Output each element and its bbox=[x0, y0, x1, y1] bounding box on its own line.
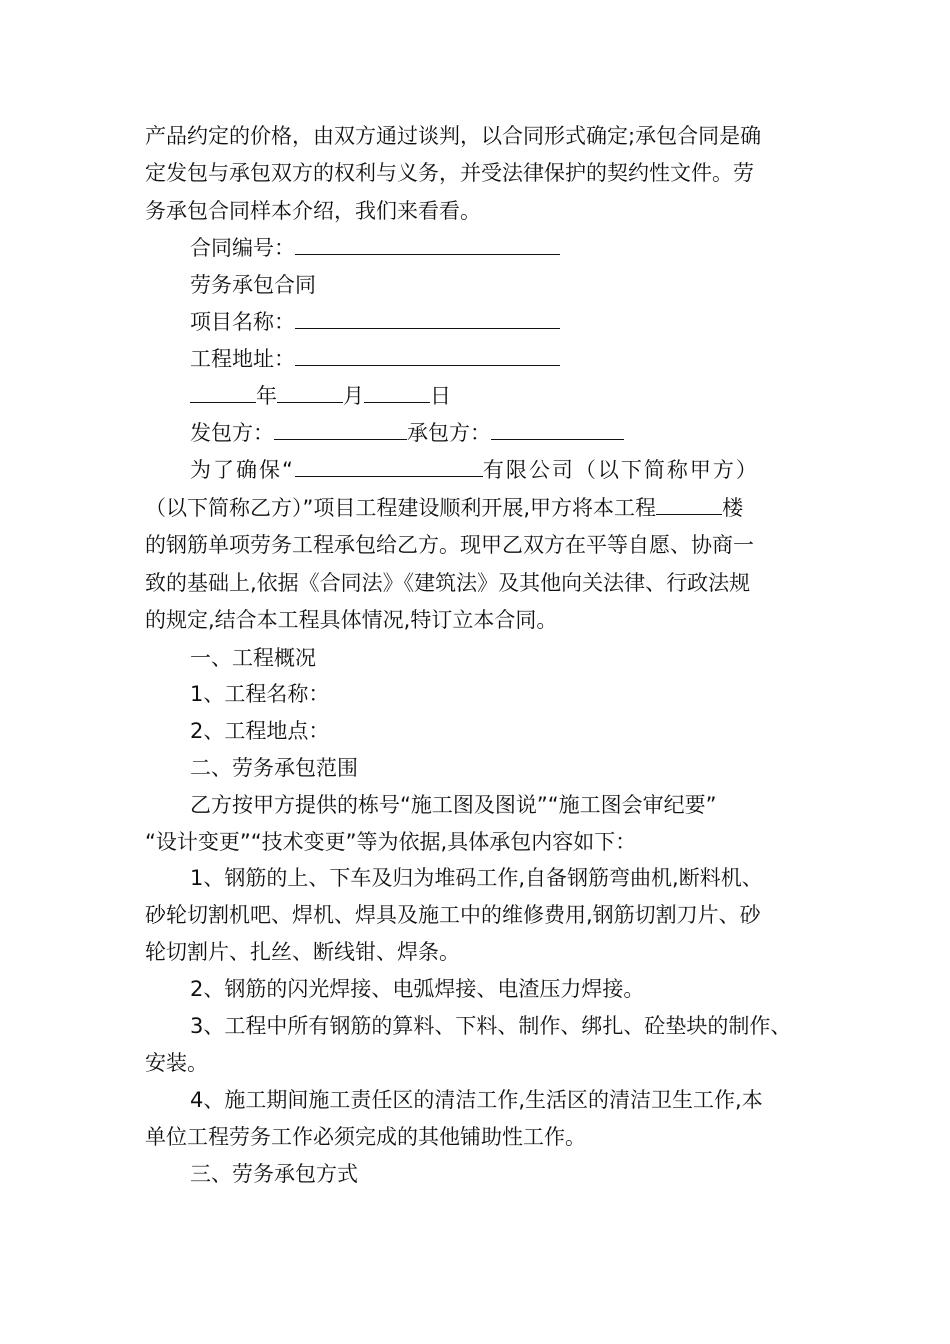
project-name-label: 项目名称： bbox=[190, 310, 295, 334]
section1-item-2: 2、工程地点： bbox=[190, 719, 330, 743]
month-blank bbox=[277, 382, 343, 403]
para1-line-1-end: 有限公司（以下简称甲方） bbox=[482, 458, 759, 482]
project-address-blank bbox=[295, 345, 560, 366]
section2-lead-1: 乙方按甲方提供的栋号“施工图及图说”“施工图会审纪要” bbox=[190, 793, 717, 817]
contract-number-row bbox=[190, 233, 870, 263]
section2-heading: 二、劳务承包范围 bbox=[190, 756, 358, 780]
party-a-label: 发包方： bbox=[190, 421, 274, 445]
section2-item3-line-2: 安装。 bbox=[145, 1051, 208, 1075]
date-row bbox=[190, 381, 870, 411]
intro-line-1: 产品约定的价格，由双方通过谈判，以合同形式确定;承包合同是确 bbox=[145, 124, 762, 148]
section2-lead-2: “设计变更”“技术变更”等为依据,具体承包内容如下： bbox=[145, 830, 637, 854]
para1-line-2-end: 楼 bbox=[722, 496, 744, 520]
intro-line-3: 务承包合同样本介绍，我们来看看。 bbox=[145, 199, 481, 223]
para1-line-2-start: （以下简称乙方）”项目工程建设顺利开展,甲方将本工程 bbox=[145, 496, 657, 520]
section2-item3-line-1: 3、工程中所有钢筋的算料、下料、制作、绑扎、砼垫块的制作、 bbox=[190, 1014, 792, 1038]
contract-number-blank bbox=[295, 234, 560, 255]
section1-item-1: 1、工程名称： bbox=[190, 682, 330, 706]
para1-line-5: 的规定,结合本工程具体情况,特订立本合同。 bbox=[145, 608, 558, 632]
section2-item1-line-1: 1、钢筋的上、下车及归为堆码工作,自备钢筋弯曲机,断料机、 bbox=[190, 866, 763, 890]
section3-heading: 三、劳务承包方式 bbox=[190, 1162, 358, 1186]
company-blank bbox=[295, 456, 483, 477]
section2-item1-line-2: 砂轮切割机吧、焊机、焊具及施工中的维修费用,钢筋切割刀片、砂 bbox=[145, 903, 761, 927]
party-b-label: 承包方： bbox=[407, 421, 491, 445]
para1-line-1 bbox=[190, 455, 870, 485]
party-a-blank bbox=[274, 419, 407, 440]
building-blank bbox=[656, 494, 722, 515]
year-blank bbox=[190, 382, 256, 403]
para1-line-1-start: 为了确保“ bbox=[190, 458, 295, 482]
project-address-label: 工程地址： bbox=[190, 347, 295, 371]
project-name-row bbox=[190, 307, 870, 337]
party-b-blank bbox=[491, 419, 624, 440]
parties-row bbox=[190, 418, 870, 448]
project-name-blank bbox=[295, 308, 560, 329]
section2-item4-line-2: 单位工程劳务工作必须完成的其他铺助性工作。 bbox=[145, 1125, 586, 1149]
section2-item4-line-1: 4、施工期间施工责任区的清洁工作,生活区的清洁卫生工作,本 bbox=[190, 1088, 763, 1112]
para1-line-3: 的钢筋单项劳务工程承包给乙方。现甲乙双方在平等自愿、协商一 bbox=[145, 533, 754, 557]
section2-item-2: 2、钢筋的闪光焊接、电弧焊接、电渣压力焊接。 bbox=[190, 977, 645, 1001]
para1-line-4: 致的基础上,依据《合同法》《建筑法》及其他向关法律、行政法规 bbox=[145, 571, 751, 595]
intro-line-2: 定发包与承包双方的权利与义务，并受法律保护的契约性文件。劳 bbox=[145, 161, 754, 185]
section2-item1-line-3: 轮切割片、扎丝、断线钳、焊条。 bbox=[145, 940, 460, 964]
month-label: 月 bbox=[343, 384, 364, 408]
day-blank bbox=[364, 382, 430, 403]
project-address-row bbox=[190, 344, 870, 374]
day-label: 日 bbox=[430, 384, 451, 408]
year-label: 年 bbox=[256, 384, 277, 408]
contract-title: 劳务承包合同 bbox=[190, 273, 316, 297]
contract-number-label: 合同编号： bbox=[190, 236, 295, 260]
para1-line-2 bbox=[145, 493, 825, 523]
section1-heading: 一、工程概况 bbox=[190, 646, 316, 670]
